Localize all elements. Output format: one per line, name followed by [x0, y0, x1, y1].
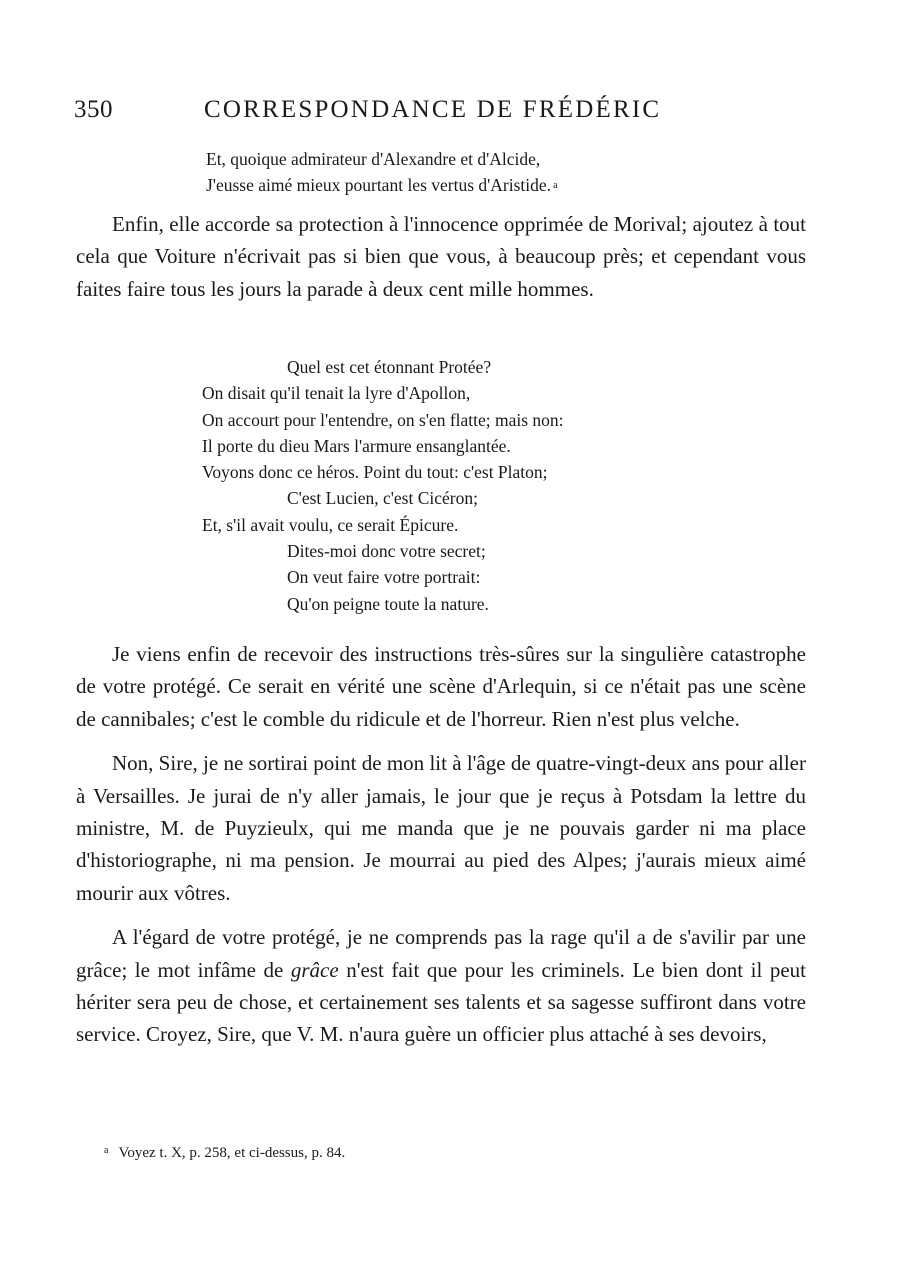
paragraph: A l'égard de votre protégé, je ne comprends pas la rage qu'il a de s'avilir par une grâce; le mot infâme de grâce n'est fait que pour les criminels. Le bien dont il peut hériter sera peu de chose, et certainement ses talents et sa sagesse suffiront dans votre service. Croyez, Sire, que V. M. n'aura guère un officier plus attaché à ses devoirs, [76, 925, 806, 1047]
footnote-marker: a [553, 180, 558, 191]
footnote-marker: a [104, 1145, 109, 1156]
prose-block-2 [76, 638, 806, 1051]
paragraph: Je viens enfin de recevoir des instructions très-sûres sur la singulière catastrophe de votre protégé. Ce serait en vérité une scène d'Arlequin, si ce n'était pas une scène de cannibales; c'est le comble du ridicule et de l'horreur. Rien n'est plus velche. [76, 642, 806, 731]
epigraph-line: Et, quoique admirateur d'Alexandre et d'Alcide, [206, 149, 541, 169]
epigraph [206, 146, 558, 199]
footnote [104, 1140, 345, 1164]
verse-line: Dites-moi donc votre secret; [287, 541, 486, 562]
prose-block-1 [76, 208, 806, 305]
verse-line: Et, s'il avait voulu, ce serait Épicure. [202, 514, 459, 535]
verse-line: On accourt pour l'entendre, on s'en flatte; mais non: [202, 409, 564, 430]
paragraph: Non, Sire, je ne sortirai point de mon lit à l'âge de quatre-vingt-deux ans pour aller à Versailles. Je jurai de n'y aller jamais, le jour que je reçus à Potsdam la lettre du ministre, M. de Puyzieulx, qui me manda que je ne pouvais garder ni ma place d'historiographe, ni ma pension. Je mourrai au pied des Alpes; j'aurais mieux aimé mourir aux vôtres. [76, 751, 806, 905]
page-number: 350 [74, 96, 113, 123]
verse-line: Quel est cet étonnant Protée? [287, 357, 492, 377]
epigraph-line: J'eusse aimé mieux pourtant les vertus d'Aristide. $^a$ [206, 175, 558, 195]
paragraph: Enfin, elle accorde sa protection à l'innocence opprimée de Morival; ajoutez à tout cela que Voiture n'écrivait pas si bien que vous, à beaucoup près; et cependant vous faites faire tous les jours la parade à deux cent mille hommes. [76, 212, 806, 301]
italic-word: grâce [290, 957, 339, 982]
verse-line: Il porte du dieu Mars l'armure ensanglantée. [202, 435, 511, 456]
verse-block [202, 354, 564, 617]
verse-line: On disait qu'il tenait la lyre d'Apollon, [202, 383, 471, 404]
running-header [74, 96, 674, 132]
verse-line: On veut faire votre portrait: [287, 567, 481, 588]
verse-line: C'est Lucien, c'est Cicéron; [287, 488, 478, 509]
verse-line: Qu'on peigne toute la nature. [287, 593, 489, 614]
running-title: CORRESPONDANCE DE FRÉDÉRIC [204, 96, 662, 123]
footnote-text: Voyez t. X, p. 258, et ci-dessus, p. 84. [118, 1145, 346, 1161]
verse-line: Voyons donc ce héros. Point du tout: c'est Platon; [202, 462, 548, 483]
